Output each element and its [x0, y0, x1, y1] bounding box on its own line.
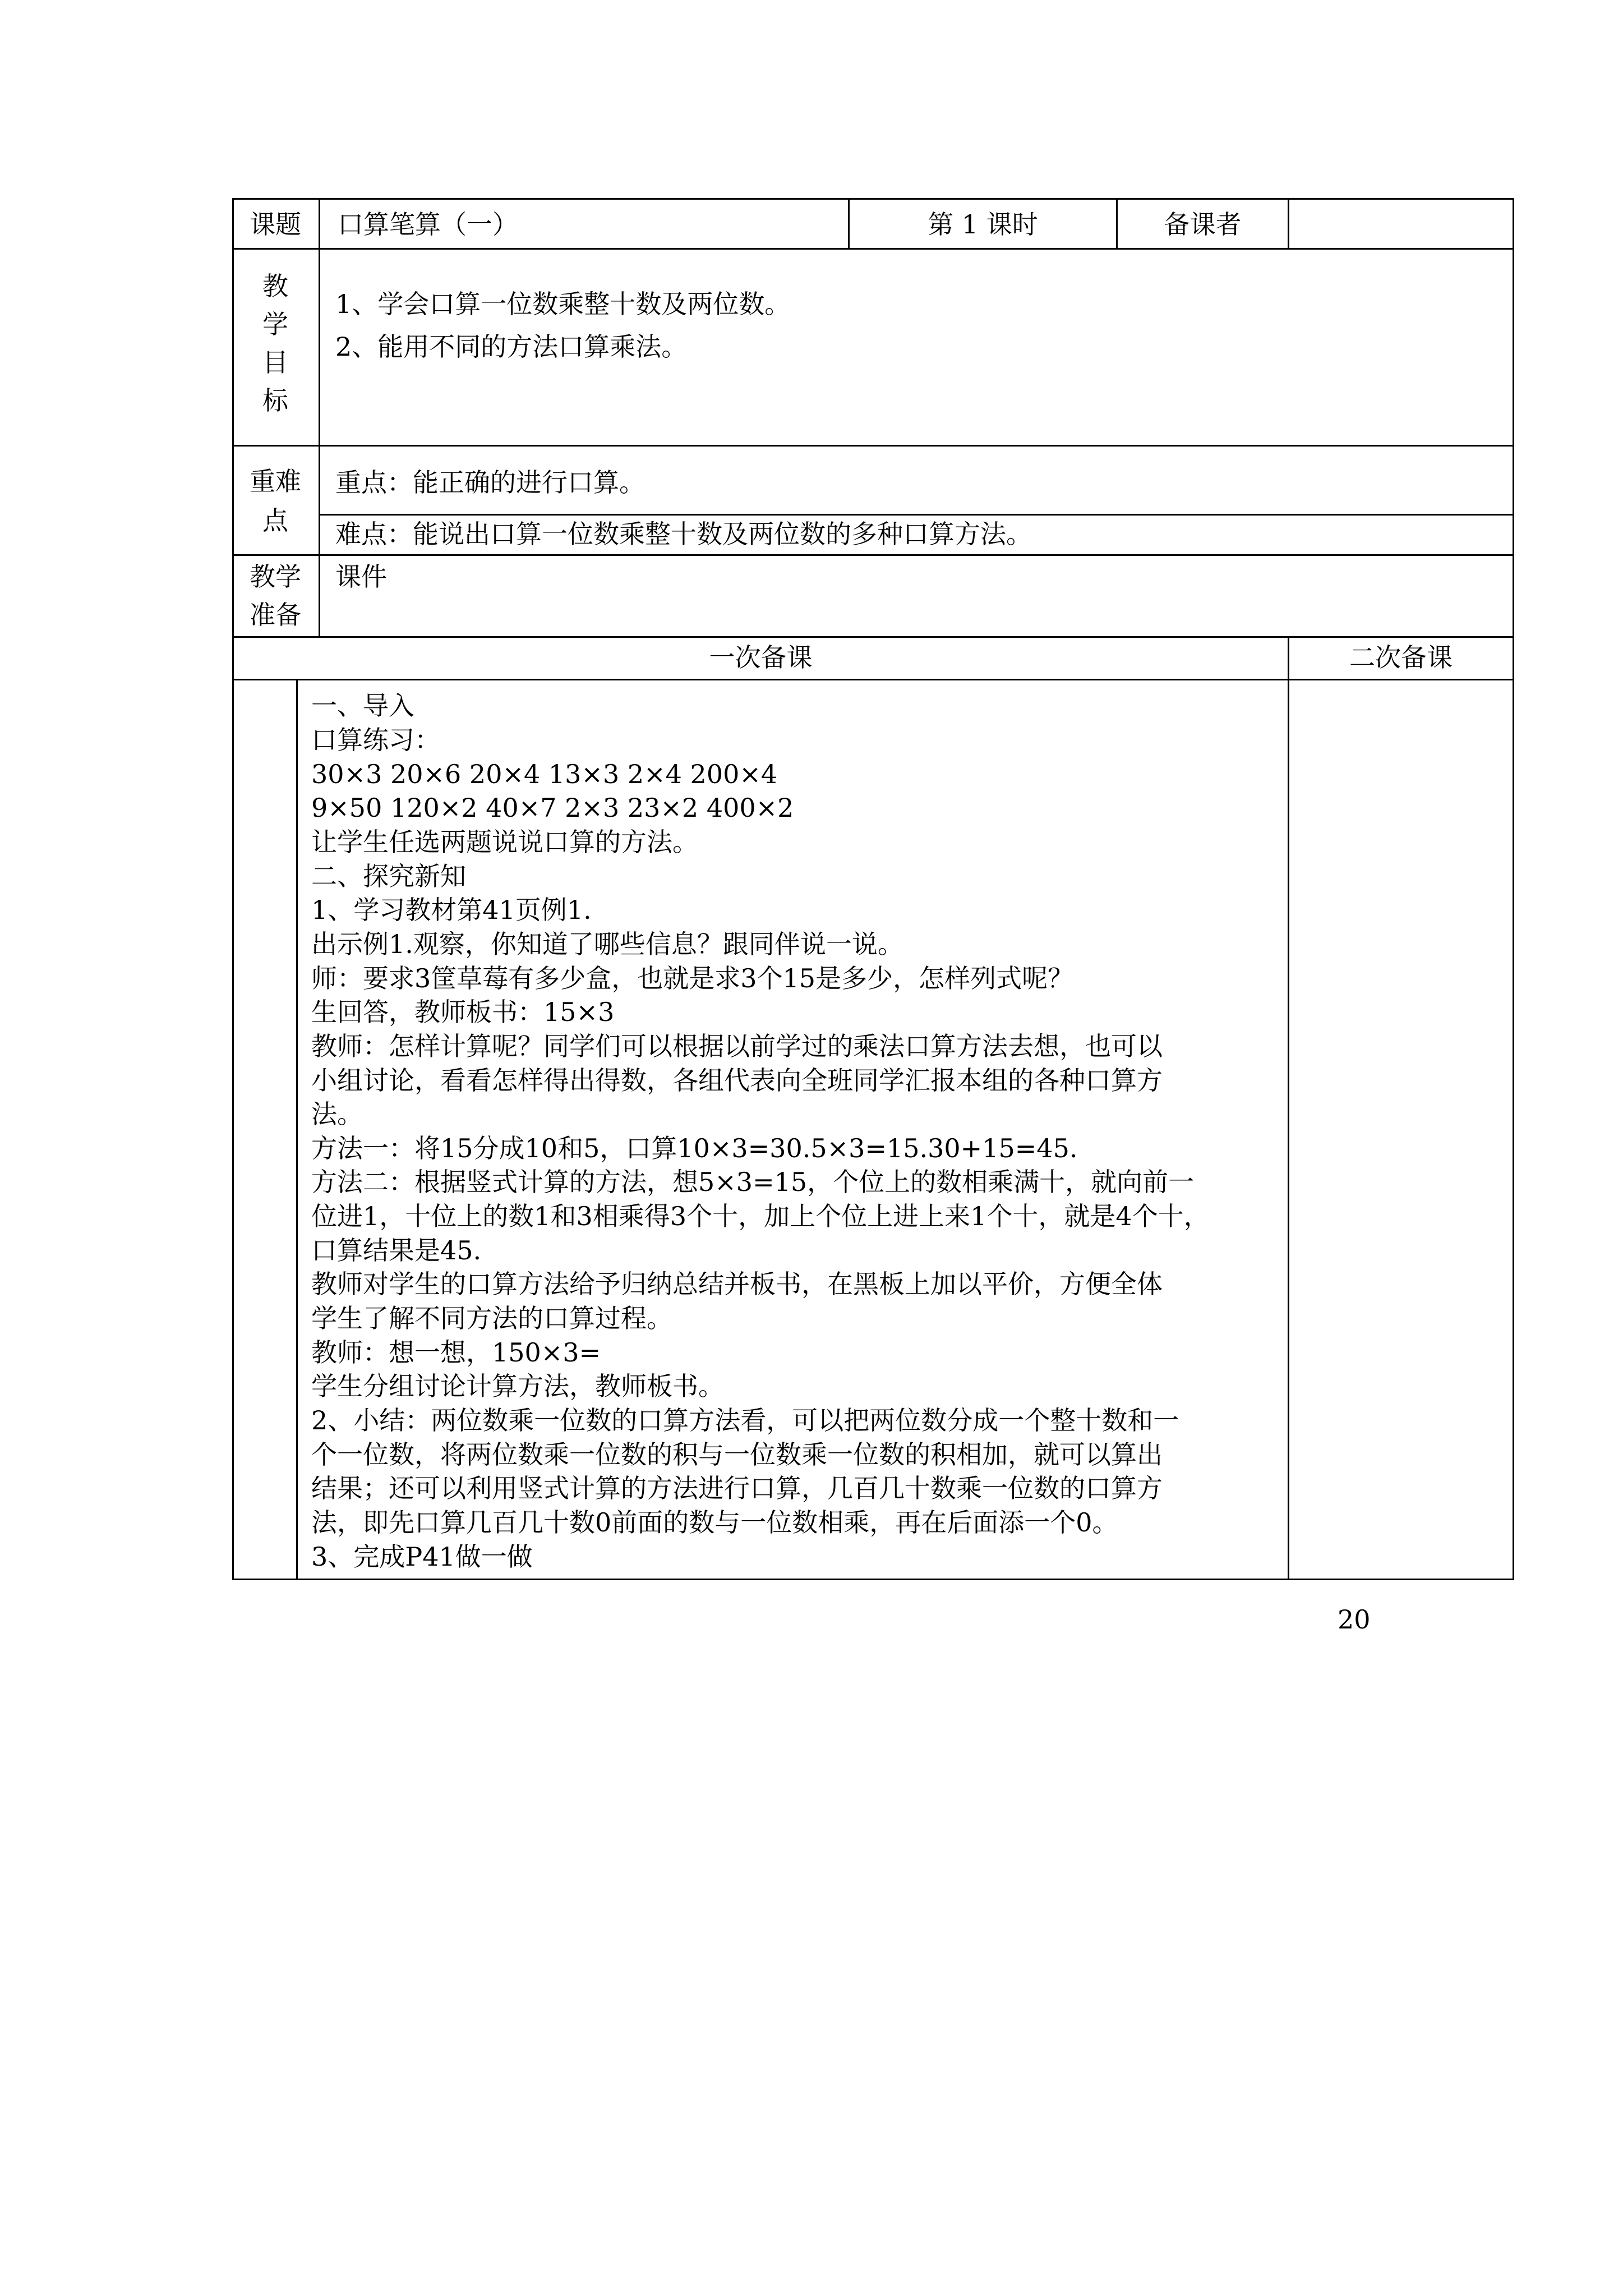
preparation-label-line: 准备 — [250, 600, 301, 630]
body-line: 2、小结：两位数乘一位数的口算方法看，可以把两位数分成一个整十数和一 — [311, 1405, 1179, 1435]
body-line: 小组讨论，看看怎样得出得数，各组代表向全班同学汇报本组的各种口算方 — [311, 1065, 1163, 1096]
body-line: 方法一：将15分成10和5，口算10×3=30.5×3=15.30+15=45. — [311, 1133, 1078, 1163]
objectives-label-char: 标 — [262, 385, 288, 416]
preparer-label: 备课者 — [1164, 209, 1242, 240]
label-column-divider — [319, 198, 320, 638]
objective-line: 2、能用不同的方法口算乘法。 — [335, 332, 688, 362]
body-line: 个一位数，将两位数乘一位数的积与一位数乘一位数的积相加，就可以算出 — [311, 1439, 1163, 1470]
body-line: 方法二：根据竖式计算的方法，想5×3=15，个位上的数相乘满十，就向前一 — [311, 1167, 1195, 1197]
body-line: 学生分组讨论计算方法，教师板书。 — [311, 1371, 724, 1401]
first-prep-header: 一次备课 — [709, 642, 813, 673]
body-line: 位进1，十位上的数1和3相乘得3个十，加上个位上进上来1个十，就是4个十， — [311, 1201, 1210, 1231]
row-divider-preparation — [232, 636, 1514, 638]
body-line: 学生了解不同方法的口算过程。 — [311, 1303, 672, 1333]
second-prep-header: 二次备课 — [1349, 642, 1453, 673]
body-line: 9×50 120×2 40×7 2×3 23×2 400×2 — [311, 793, 794, 823]
table-border-bottom — [232, 1579, 1514, 1580]
body-line: 生回答，教师板书：15×3 — [311, 997, 615, 1027]
body-line: 3、完成P41做一做 — [311, 1542, 533, 1572]
header-divider-3 — [1288, 198, 1289, 250]
body-line: 结果；还可以利用竖式计算的方法进行口算，几百几十数乘一位数的口算方 — [311, 1473, 1163, 1503]
body-line: 教师：想一想，150×3= — [311, 1337, 601, 1368]
keypoints-label-line: 点 — [262, 505, 288, 536]
row-divider-columns — [232, 679, 1514, 680]
body-line: 30×3 20×6 20×4 13×3 2×4 200×4 — [311, 759, 778, 789]
body-line: 出示例1.观察，你知道了哪些信息？跟同伴说一说。 — [311, 929, 903, 959]
objective-line: 1、学会口算一位数乘整十数及两位数。 — [335, 289, 791, 319]
body-line: 法。 — [311, 1099, 363, 1129]
preparation-value: 课件 — [335, 562, 387, 592]
objectives-label-char: 学 — [262, 309, 288, 339]
body-line: 教师：怎样计算呢？同学们可以根据以前学过的乘法口算方法去想，也可以 — [311, 1031, 1163, 1061]
body-line: 口算练习： — [311, 725, 440, 755]
body-line: 让学生任选两题说说口算的方法。 — [311, 827, 698, 857]
topic-label: 课题 — [250, 209, 301, 240]
period-label: 第 1 课时 — [928, 209, 1038, 240]
keypoints-label-line: 重难 — [250, 466, 301, 496]
body-line: 法，即先口算几百几十数0前面的数与一位数相乘，再在后面添一个0。 — [311, 1507, 1118, 1538]
body-line: 一、导入 — [311, 691, 414, 721]
page-number: 20 — [1338, 1604, 1371, 1635]
row-divider-objectives — [232, 445, 1514, 447]
body-line: 1、学习教材第41页例1. — [311, 895, 592, 925]
row-divider-header — [232, 248, 1514, 250]
table-border-right — [1513, 198, 1514, 1580]
body-margin-divider — [296, 679, 298, 1580]
difficulty-text: 难点：能说出口算一位数乘整十数及两位数的多种口算方法。 — [335, 519, 1032, 549]
second-prep-column-divider — [1288, 636, 1289, 1580]
preparation-label-line: 教学 — [250, 562, 301, 592]
row-divider-difficulty — [232, 554, 1514, 556]
topic-value: 口算笔算（一） — [338, 209, 518, 240]
body-line: 口算结果是45. — [311, 1235, 482, 1266]
table-border-top — [232, 198, 1514, 200]
key-point-text: 重点：能正确的进行口算。 — [335, 467, 645, 498]
objectives-label-char: 目 — [262, 347, 288, 378]
body-line: 教师对学生的口算方法给予归纳总结并板书，在黑板上加以平价，方便全体 — [311, 1269, 1163, 1299]
row-divider-keypoints — [319, 514, 1514, 516]
body-line: 师：要求3筐草莓有多少盒，也就是求3个15是多少，怎样列式呢？ — [311, 963, 1074, 993]
objectives-label-char: 教 — [262, 271, 288, 301]
body-line: 二、探究新知 — [311, 861, 466, 891]
